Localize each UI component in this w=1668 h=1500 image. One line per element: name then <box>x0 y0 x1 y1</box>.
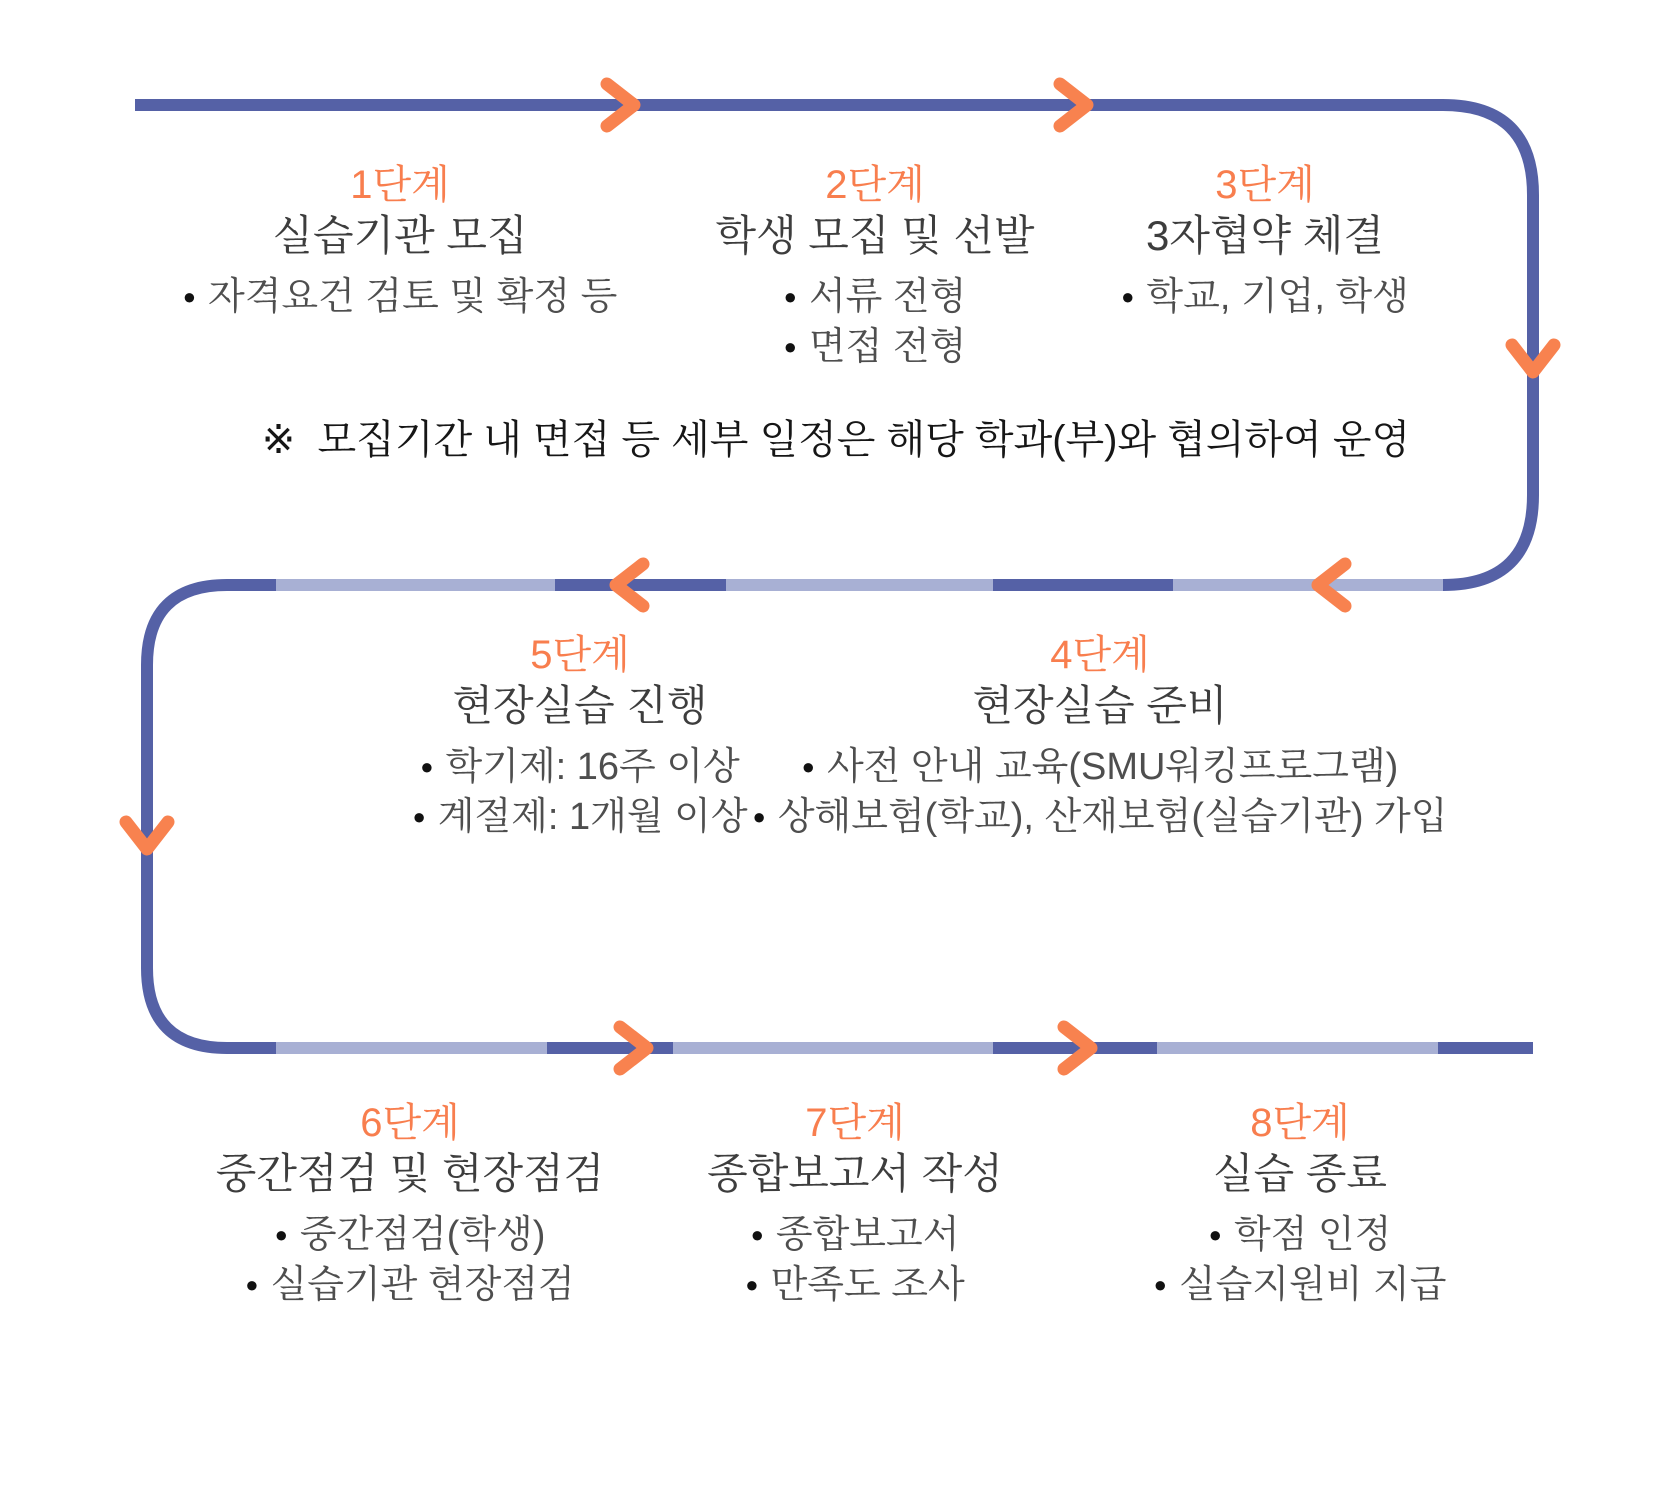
step-8-bullets <box>1154 1210 1447 1310</box>
list-item <box>715 322 1034 372</box>
list-item <box>1154 1210 1447 1260</box>
step-1-label: 1단계 <box>350 163 450 207</box>
step-3-bullets <box>1121 272 1409 322</box>
list-item <box>753 742 1448 792</box>
step-7-title: 종합보고서 작성 <box>707 1150 1003 1197</box>
step-8 <box>1154 1100 1447 1310</box>
bullet-text: 상해보험(학교), 산재보험(실습기관) 가입 <box>777 796 1448 838</box>
step-7-label: 7단계 <box>805 1101 905 1145</box>
list-item <box>1154 1260 1447 1310</box>
step-1-title: 실습기관 모집 <box>272 212 528 259</box>
bullet-text: 중간점검(학생) <box>299 1214 546 1256</box>
step-3-title: 3자협약 체결 <box>1146 212 1384 259</box>
list-item <box>412 792 747 842</box>
step-4-bullets <box>753 742 1448 842</box>
step-6-title: 중간점검 및 현장점검 <box>215 1150 605 1197</box>
bullet-dot-icon: ● <box>182 284 196 309</box>
bullet-text: 학기제: 16주 이상 <box>445 746 740 788</box>
list-item <box>715 272 1034 322</box>
step-6-label: 6단계 <box>360 1101 460 1145</box>
step-2-bullets <box>715 272 1034 372</box>
step-8-label: 8단계 <box>1250 1101 1350 1145</box>
step-5 <box>412 632 747 842</box>
step-8-title: 실습 종료 <box>1213 1150 1387 1197</box>
step-3 <box>1121 162 1409 322</box>
step-7 <box>707 1100 1003 1310</box>
step-5-label: 5단계 <box>530 633 630 677</box>
bullet-dot-icon: ● <box>412 804 426 829</box>
bullet-text: 만족도 조사 <box>770 1264 965 1306</box>
bullet-dot-icon: ● <box>1121 284 1135 309</box>
list-item <box>753 792 1448 842</box>
bullet-dot-icon: ● <box>1153 1272 1167 1297</box>
bullet-dot-icon: ● <box>801 754 815 779</box>
list-item <box>707 1260 1003 1310</box>
bullet-dot-icon: ● <box>274 1222 288 1247</box>
bullet-text: 학교, 기업, 학생 <box>1146 276 1409 318</box>
step-1-bullets <box>183 272 618 322</box>
step-7-bullets <box>707 1210 1003 1310</box>
bullet-text: 실습기관 현장점검 <box>270 1264 575 1306</box>
step-4-title: 현장실습 준비 <box>972 682 1228 729</box>
step-4-label: 4단계 <box>1050 633 1150 677</box>
step-1 <box>183 162 618 322</box>
bullet-dot-icon: ● <box>783 284 797 309</box>
bullet-dot-icon: ● <box>1208 1222 1222 1247</box>
bullet-dot-icon: ● <box>245 1272 259 1297</box>
step-2-title: 학생 모집 및 선발 <box>715 212 1035 259</box>
step-3-label: 3단계 <box>1215 163 1315 207</box>
step-6-bullets <box>216 1210 605 1310</box>
list-item <box>707 1210 1003 1260</box>
step-5-title: 현장실습 진행 <box>452 682 708 729</box>
bullet-dot-icon: ● <box>420 754 434 779</box>
step-6 <box>216 1100 605 1310</box>
step-4 <box>753 632 1448 842</box>
bullet-dot-icon: ● <box>745 1272 759 1297</box>
bullet-dot-icon: ● <box>783 334 797 359</box>
bullet-dot-icon: ● <box>752 804 766 829</box>
bullet-text: 서류 전형 <box>808 276 967 318</box>
bullet-text: 면접 전형 <box>808 326 967 368</box>
list-item <box>216 1260 605 1310</box>
step-2-label: 2단계 <box>825 163 925 207</box>
bullet-text: 계절제: 1개월 이상 <box>437 796 748 838</box>
bullet-dot-icon: ● <box>750 1222 764 1247</box>
bullet-text: 자격요건 검토 및 확정 등 <box>207 276 618 318</box>
list-item <box>412 742 747 792</box>
bullet-text: 종합보고서 <box>775 1214 960 1256</box>
list-item <box>1121 272 1409 322</box>
note-text: ※ 모집기간 내 면접 등 세부 일정은 해당 학과(부)와 협의하여 운영 <box>261 418 1411 462</box>
bullet-text: 실습지원비 지급 <box>1178 1264 1447 1306</box>
list-item <box>183 272 618 322</box>
step-5-bullets <box>412 742 747 842</box>
bullet-text: 학점 인정 <box>1233 1214 1392 1256</box>
bullet-text: 사전 안내 교육(SMU워킹프로그램) <box>826 746 1399 788</box>
list-item <box>216 1210 605 1260</box>
step-2 <box>715 162 1034 372</box>
